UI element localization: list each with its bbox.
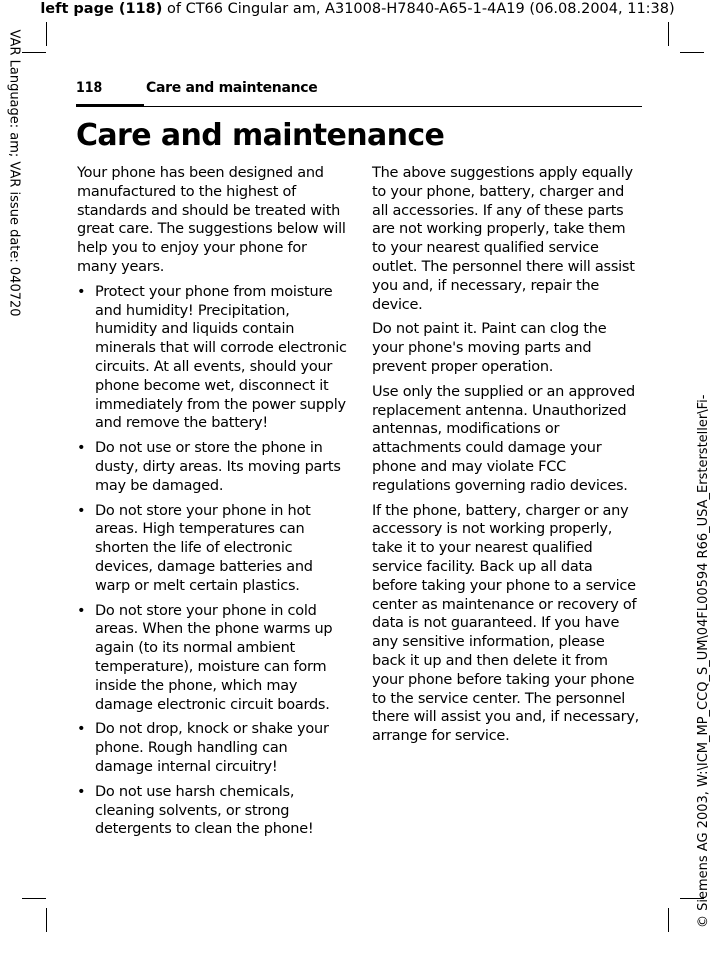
care-bullet-list (77, 283, 347, 839)
crop-mark (668, 22, 669, 46)
language-issue-note: VAR Language: am; VAR issue date: 040720 (6, 29, 22, 317)
bullet-dust: • Do not use or store the phone in dusty, dirty areas. Its moving parts may be damaged. (77, 439, 347, 495)
paragraph-antenna: Use only the supplied or an approved replacement antenna. Unauthorized antennas, modifications or attachments could damage your phone and may violate FCC regulations governing radio devices. (372, 383, 635, 494)
crop-mark (680, 52, 704, 53)
crop-mark (22, 52, 46, 53)
crop-mark (668, 908, 669, 932)
right-column (372, 164, 642, 752)
bullet-moisture: • Protect your phone from moisture and humidity! Precipitation, humidity and liquids contain minerals that will corrode electronic circuits. At all events, should your phone become wet, disconnect it immediately from the power supply and remove the battery! (77, 283, 347, 433)
paragraph-backup: If the phone, battery, charger or any accessory is not working properly, take it to your nearest qualified service facility. Back up all data before taking your phone to a service center as maintenance or recovery of data is not guaranteed. If you have any sensitive information, please back it up and then delete it from your phone before taking your phone to the service center. The personnel there will assist you and, if necessary, arrange for service. (372, 502, 640, 745)
print-header-info: of CT66 Cingular am, A31008-H7840-A65-1-4A19 (06.08.2004, 11:38) (162, 1, 675, 17)
crop-mark (46, 908, 47, 932)
paragraph-paint: Do not paint it. Paint can clog the your phone's moving parts and prevent proper operation. (372, 321, 607, 375)
bullet-heat: • Do not store your phone in hot areas. High temperatures can shorten the life of electronic devices, damage batteries and warp or melt certain plastics. (77, 502, 347, 596)
bullet-chemicals: • Do not use harsh chemicals, cleaning solvents, or strong detergents to clean the phone! (77, 783, 347, 839)
running-header-title: Care and maintenance (146, 80, 318, 96)
left-column (77, 164, 347, 845)
page-title: Care and maintenance (76, 118, 445, 153)
copyright-path-note (696, 288, 712, 928)
crop-mark (46, 22, 47, 46)
print-job-header (0, 0, 715, 18)
header-rule (144, 106, 642, 107)
bullet-drop: • Do not drop, knock or shake your phone. Rough handling can damage internal circuitry! (77, 720, 347, 776)
crop-mark (22, 898, 46, 899)
print-header-prefix: left page (118) (40, 1, 163, 17)
bullet-cold: • Do not store your phone in cold areas. When the phone warms up again (to its normal ambient temperature), moisture can form inside the phone, which may damage electronic circuit boards. (77, 602, 347, 715)
copyright-path-text: © Siemens AG 2003, W:\ICM_MP_CCQ_S_UM\04FL00594 R66_USA_Erstersteller\Fi- (696, 394, 711, 928)
header-rule-thick (76, 104, 144, 107)
intro-paragraph: Your phone has been designed and manufactured to the highest of standards and should be treated with great care. The suggestions below will help you to enjoy your phone for many years. (77, 165, 346, 275)
page-number: 118 (76, 80, 103, 96)
paragraph-service: The above suggestions apply equally to your phone, battery, charger and all accessories. If any of these parts are not working properly, take them to your nearest qualified service outlet. The personnel there will assist you and, if necessary, repair the device. (372, 165, 635, 313)
